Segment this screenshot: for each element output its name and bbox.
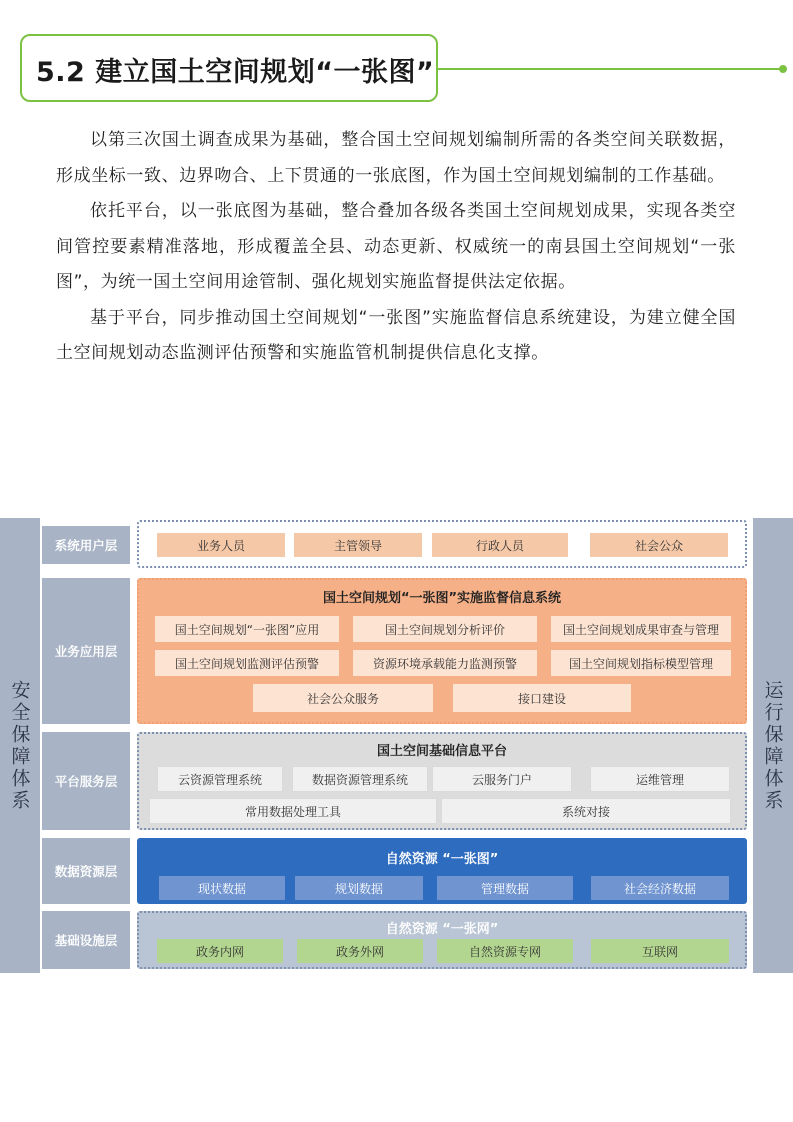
app-item: 国土空间规划分析评价 xyxy=(353,616,537,642)
security-system-column xyxy=(0,518,40,973)
platform-item: 云服务门户 xyxy=(432,766,572,792)
infra-item: 政务外网 xyxy=(297,939,423,963)
data-item: 管理数据 xyxy=(437,876,573,900)
section-title: 5.2 建立国土空间规划“一张图” xyxy=(36,57,435,88)
user-item: 行政人员 xyxy=(432,533,568,557)
app-item: 国土空间规划监测评估预警 xyxy=(155,650,339,676)
layer-label-data: 数据资源层 xyxy=(42,838,130,904)
user-item: 主管领导 xyxy=(294,533,422,557)
app-layer-frame xyxy=(137,578,747,724)
infra-item: 政务内网 xyxy=(157,939,283,963)
user-item: 社会公众 xyxy=(590,533,728,557)
security-system-label: 安全保障体系 xyxy=(8,679,31,812)
data-layer-frame xyxy=(137,838,747,904)
platform-item: 数据资源管理系统 xyxy=(292,766,428,792)
platform-item: 常用数据处理工具 xyxy=(149,798,437,824)
data-item: 规划数据 xyxy=(295,876,423,900)
app-item: 国土空间规划“一张图”应用 xyxy=(155,616,339,642)
heading-divider-line xyxy=(438,68,783,70)
user-layer-frame xyxy=(137,520,747,568)
heading-divider-dot xyxy=(779,65,787,73)
app-item: 接口建设 xyxy=(453,684,631,712)
paragraph-2: 依托平台，以一张底图为基础，整合叠加各级各类国土空间规划成果，实现各类空间管控要素精准落地，形成覆盖全县、动态更新、权威统一的南县国土空间规划“一张图”，为统一国土空间用途管制、强化规划实施监督提供法定依据。 xyxy=(56,201,736,292)
operation-system-column xyxy=(753,518,793,973)
platform-item: 云资源管理系统 xyxy=(157,766,283,792)
app-item: 国土空间规划成果审查与管理 xyxy=(551,616,731,642)
data-item: 现状数据 xyxy=(159,876,285,900)
infra-item: 自然资源专网 xyxy=(437,939,573,963)
data-item: 社会经济数据 xyxy=(591,876,729,900)
data-layer-title: 自然资源 “一张图” xyxy=(385,852,499,867)
user-item: 业务人员 xyxy=(157,533,285,557)
platform-layer-title: 国土空间基础信息平台 xyxy=(376,744,507,759)
app-item: 国土空间规划指标模型管理 xyxy=(551,650,731,676)
app-item: 社会公众服务 xyxy=(253,684,433,712)
layer-label-app: 业务应用层 xyxy=(42,578,130,724)
platform-item: 运维管理 xyxy=(590,766,730,792)
layer-label-infra: 基础设施层 xyxy=(42,911,130,969)
layer-label-platform: 平台服务层 xyxy=(42,732,130,830)
layer-label-user: 系统用户层 xyxy=(42,526,130,564)
infra-item: 互联网 xyxy=(591,939,729,963)
body-text xyxy=(56,123,736,372)
app-layer-title: 国土空间规划“一张图”实施监督信息系统 xyxy=(322,591,562,606)
section-heading-box xyxy=(20,34,438,102)
infra-layer-title: 自然资源 “一张网” xyxy=(385,922,499,937)
paragraph-1: 以第三次国土调查成果为基础，整合国土空间规划编制所需的各类空间关联数据，形成坐标一致、边界吻合、上下贯通的一张底图，作为国土空间规划编制的工作基础。 xyxy=(56,130,736,186)
operation-system-label: 运行保障体系 xyxy=(761,679,784,812)
platform-item: 系统对接 xyxy=(441,798,731,824)
paragraph-3: 基于平台，同步推动国土空间规划“一张图”实施监督信息系统建设，为建立健全国土空间规划动态监测评估预警和实施监管机制提供信息化支撑。 xyxy=(56,307,736,363)
infra-layer-frame xyxy=(137,911,747,969)
app-item: 资源环境承载能力监测预警 xyxy=(353,650,537,676)
platform-layer-frame xyxy=(137,732,747,830)
architecture-diagram xyxy=(0,518,793,973)
